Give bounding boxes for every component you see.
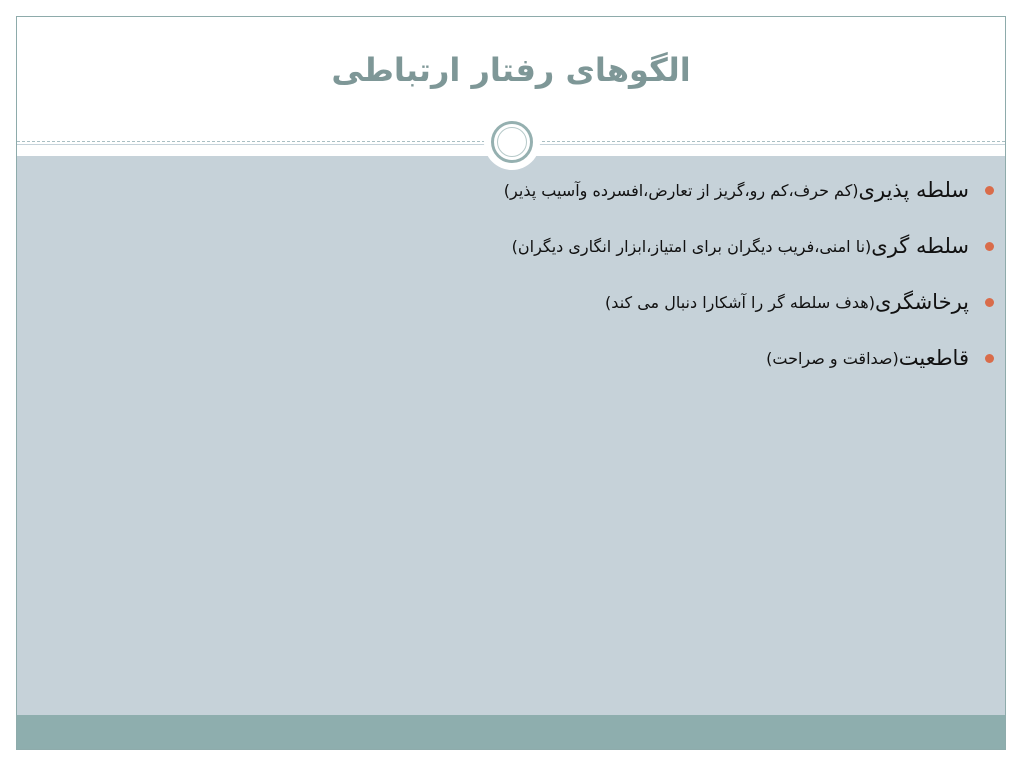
slide-title: الگوهای رفتار ارتباطی <box>331 51 691 89</box>
bullet-dot-icon <box>985 186 994 195</box>
bullet-item <box>94 162 994 218</box>
bullet-dot-icon <box>985 354 994 363</box>
bullet-detail-text: (کم حرف،کم رو،گریز از تعارض،افسرده وآسیب پذیر) <box>503 180 859 200</box>
bullet-item <box>94 218 994 274</box>
bullet-main-text: سلطه پذیری <box>858 178 969 202</box>
bullet-main-text: پرخاشگری <box>874 290 969 314</box>
bullet-dot-icon <box>985 298 994 307</box>
footer-bar <box>17 715 1005 749</box>
bullet-detail-text: (نا امنی،فریب دیگران برای امتیاز،ابزار انگاری دیگران) <box>511 236 872 256</box>
bullet-main-text: قاطعیت <box>898 346 969 370</box>
bullet-detail-text: (صداقت و صراحت) <box>766 348 899 368</box>
bullet-item <box>94 330 994 386</box>
ornament-ring <box>491 121 533 163</box>
bullet-detail-text: (هدف سلطه گر را آشکارا دنبال می کند) <box>605 292 875 312</box>
bullet-dot-icon <box>985 242 994 251</box>
bullet-list <box>94 162 994 386</box>
bullet-item <box>94 274 994 330</box>
bullet-main-text: سلطه گری <box>871 234 969 258</box>
